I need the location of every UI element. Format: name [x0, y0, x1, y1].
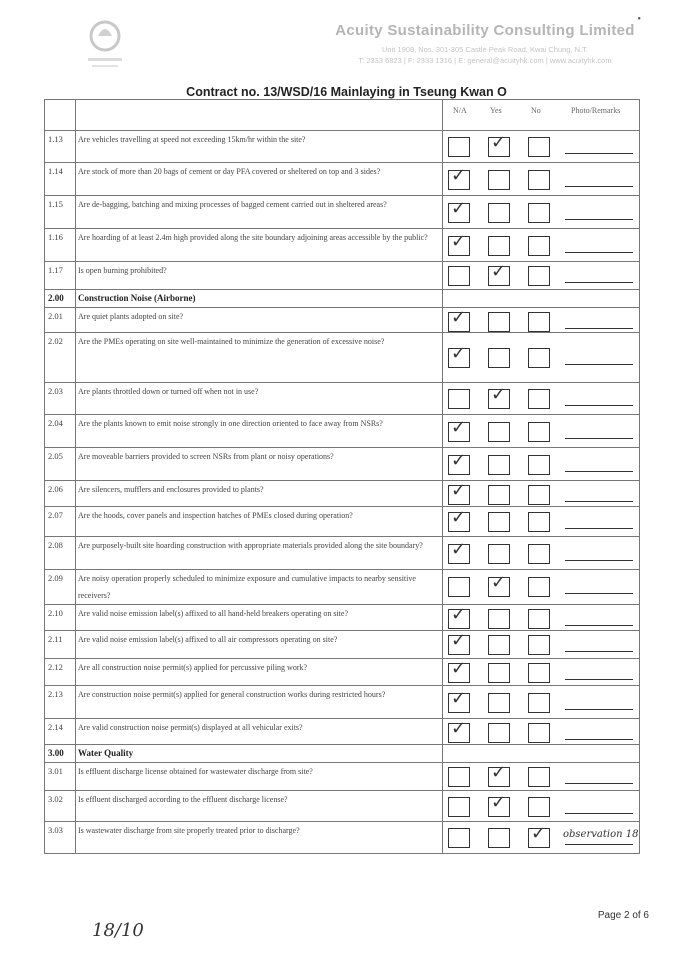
question-text: Is effluent discharge license obtained for wastewater discharge from site?	[76, 763, 443, 791]
checkbox-yes[interactable]	[488, 236, 510, 256]
table-row	[45, 686, 640, 719]
item-number: 2.12	[45, 659, 76, 686]
checkbox-yes[interactable]	[488, 792, 510, 817]
check-icon: ✓	[451, 450, 467, 471]
remarks-line	[565, 153, 633, 154]
checkbox-yes[interactable]	[488, 261, 510, 286]
question-text: Is open burning prohibited?	[76, 262, 443, 290]
checkbox-no[interactable]	[528, 609, 550, 629]
contact-line: T: 2333 6823 | F: 2333 1316 | E: general@acuityhk.com | www.acuityhk.com	[358, 56, 612, 65]
checkbox-yes[interactable]	[488, 723, 510, 743]
answer-cell	[443, 163, 640, 196]
check-icon: ✓	[451, 658, 467, 679]
item-number: 2.13	[45, 686, 76, 719]
item-number: 1.16	[45, 229, 76, 262]
checkbox-no[interactable]	[528, 544, 550, 564]
checkbox-na[interactable]	[448, 389, 470, 409]
table-row	[45, 719, 640, 745]
table-row	[45, 196, 640, 229]
checkbox-yes[interactable]	[488, 203, 510, 223]
checkbox-no[interactable]	[528, 693, 550, 713]
table-row	[45, 262, 640, 290]
table-row	[45, 481, 640, 507]
remarks-line	[565, 438, 633, 439]
checkbox-no[interactable]	[528, 348, 550, 368]
company-logo	[70, 10, 140, 76]
answer-cell	[443, 333, 640, 383]
checkbox-na[interactable]	[448, 480, 470, 505]
question-text: Are the hoods, cover panels and inspection hatches of PMEs closed during operation?	[76, 507, 443, 537]
company-address	[300, 44, 670, 66]
question-text: Are silencers, mufflers and enclosures provided to plants?	[76, 481, 443, 507]
check-icon: ✓	[451, 604, 467, 625]
checkbox-no[interactable]	[528, 635, 550, 655]
answer-cell	[443, 448, 640, 481]
check-icon: ✓	[451, 165, 467, 186]
checkbox-yes[interactable]	[488, 544, 510, 564]
checkbox-no[interactable]	[528, 266, 550, 286]
checkbox-na[interactable]	[448, 165, 470, 190]
answer-cell	[443, 745, 640, 763]
company-name: Acuity Sustainability Consulting Limited	[335, 22, 635, 39]
checkbox-no[interactable]	[528, 485, 550, 505]
answer-cell	[443, 229, 640, 262]
answer-cell	[443, 290, 640, 308]
answer-cell	[443, 659, 640, 686]
col-yes: Yes	[490, 106, 502, 115]
table-row	[45, 448, 640, 481]
table-row	[45, 570, 640, 605]
section-row	[45, 745, 640, 763]
remarks-line	[565, 471, 633, 472]
checkbox-na[interactable]	[448, 718, 470, 743]
checkbox-yes[interactable]	[488, 663, 510, 683]
item-number: 1.13	[45, 131, 76, 163]
item-number: 2.06	[45, 481, 76, 507]
answer-cell	[443, 262, 640, 290]
remarks-line	[565, 328, 633, 329]
table-row	[45, 631, 640, 659]
answer-cell	[443, 537, 640, 570]
checkbox-na[interactable]	[448, 688, 470, 713]
item-number: 2.08	[45, 537, 76, 570]
answer-cell	[443, 570, 640, 605]
check-icon: ✓	[491, 261, 507, 282]
section-title: Construction Noise (Airborne)	[76, 290, 443, 308]
check-icon: ✓	[451, 480, 467, 501]
item-number: 2.05	[45, 448, 76, 481]
address-line: Unit 1908, Nos. 301-305 Castle Peak Road, Kwai Chung, N.T.	[382, 45, 588, 54]
remarks-line	[565, 252, 633, 253]
checkbox-yes[interactable]	[488, 635, 510, 655]
item-number: 1.14	[45, 163, 76, 196]
question-text: Are de-bagging, batching and mixing processes of bagged cement carried out in sheltered areas?	[76, 196, 443, 229]
item-number: 2.03	[45, 383, 76, 415]
question-text: Are noisy operation properly scheduled to minimize exposure and cumulative impacts to nearby sensitive receivers?	[76, 570, 443, 605]
check-icon: ✓	[451, 307, 467, 328]
check-icon: ✓	[451, 630, 467, 651]
remarks-line	[565, 560, 633, 561]
check-icon: ✓	[451, 231, 467, 252]
check-icon: ✓	[491, 384, 507, 405]
section-title: Water Quality	[76, 745, 443, 763]
checkbox-yes[interactable]	[488, 312, 510, 332]
checkbox-yes[interactable]	[488, 455, 510, 475]
table-row	[45, 415, 640, 448]
table-row	[45, 507, 640, 537]
checkbox-yes[interactable]	[488, 693, 510, 713]
checkbox-no[interactable]	[528, 577, 550, 597]
answer-cell	[443, 131, 640, 163]
answer-cell	[443, 481, 640, 507]
question-text: Are the PMEs operating on site well-maintained to minimize the generation of excessive noise?	[76, 333, 443, 383]
header-num-cell	[45, 100, 76, 131]
col-na: N/A	[453, 106, 467, 115]
checkbox-yes[interactable]	[488, 572, 510, 597]
remarks-line	[565, 783, 633, 784]
checkbox-yes[interactable]	[488, 132, 510, 157]
checkbox-no[interactable]	[528, 137, 550, 157]
checkbox-na[interactable]	[448, 767, 470, 787]
handwritten-date: 18/10	[92, 920, 144, 941]
checkbox-no[interactable]	[528, 455, 550, 475]
header-answer-cell	[443, 100, 640, 131]
page-number: Page 2 of 6	[597, 910, 649, 921]
question-text: Are all construction noise permit(s) applied for percussive piling work?	[76, 659, 443, 686]
letterhead	[0, 0, 693, 80]
remarks-line	[565, 651, 633, 652]
checkbox-na[interactable]	[448, 137, 470, 157]
checkbox-na[interactable]	[448, 343, 470, 368]
checkbox-na[interactable]	[448, 797, 470, 817]
answer-cell	[443, 686, 640, 719]
remarks-line	[565, 364, 633, 365]
checkbox-na[interactable]	[448, 828, 470, 848]
answer-cell	[443, 196, 640, 229]
remarks-line	[565, 739, 633, 740]
item-number: 3.00	[45, 745, 76, 763]
checkbox-na[interactable]	[448, 266, 470, 286]
corner-mark: •	[637, 14, 641, 25]
remarks-line	[565, 844, 633, 845]
col-no: No	[531, 106, 541, 115]
table-row	[45, 822, 640, 854]
answer-cell	[443, 763, 640, 791]
question-text: Is effluent discharged according to the effluent discharge license?	[76, 791, 443, 822]
table-row	[45, 791, 640, 822]
question-text: Are vehicles travelling at speed not exceeding 15km/hr within the site?	[76, 131, 443, 163]
remarks-line	[565, 813, 633, 814]
answer-cell	[443, 507, 640, 537]
item-number: 3.02	[45, 791, 76, 822]
checkbox-na[interactable]	[448, 507, 470, 532]
item-number: 2.09	[45, 570, 76, 605]
checkbox-na[interactable]	[448, 658, 470, 683]
answer-cell	[443, 605, 640, 631]
checkbox-yes[interactable]	[488, 384, 510, 409]
question-text: Are moveable barriers provided to screen NSRs from plant or noisy operations?	[76, 448, 443, 481]
checkbox-na[interactable]	[448, 539, 470, 564]
checkbox-yes[interactable]	[488, 170, 510, 190]
contract-title: Contract no. 13/WSD/16 Mainlaying in Tseung Kwan O	[186, 85, 507, 99]
table-row	[45, 605, 640, 631]
checkbox-yes[interactable]	[488, 609, 510, 629]
item-number: 1.15	[45, 196, 76, 229]
question-text: Are quiet plants adopted on site?	[76, 308, 443, 333]
checkbox-na[interactable]	[448, 231, 470, 256]
question-text: Are purposely-built site hoarding construction with appropriate materials provided along the site boundary?	[76, 537, 443, 570]
checklist-table	[44, 99, 640, 854]
checkbox-na[interactable]	[448, 198, 470, 223]
table-row	[45, 131, 640, 163]
checkbox-no[interactable]	[528, 170, 550, 190]
checkbox-na[interactable]	[448, 577, 470, 597]
question-text: Are stock of more than 20 bags of cement or day PFA covered or sheltered on top and 3 sides?	[76, 163, 443, 196]
question-text: Are valid noise emission label(s) affixed to all air compressors operating on site?	[76, 631, 443, 659]
item-number: 2.04	[45, 415, 76, 448]
checkbox-na[interactable]	[448, 307, 470, 332]
question-text: Are construction noise permit(s) applied for general construction works during restricted hours?	[76, 686, 443, 719]
checkbox-na[interactable]	[448, 450, 470, 475]
checkbox-yes[interactable]	[488, 512, 510, 532]
question-text: Are valid construction noise permit(s) displayed at all vehicular exits?	[76, 719, 443, 745]
checkbox-no[interactable]	[528, 723, 550, 743]
checkbox-na[interactable]	[448, 630, 470, 655]
answer-cell	[443, 822, 640, 854]
table-row	[45, 383, 640, 415]
col-remarks: Photo/Remarks	[571, 106, 621, 115]
question-text: Are hoarding of at least 2.4m high provided along the site boundary adjoining areas accessible by the public?	[76, 229, 443, 262]
table-header-row	[45, 100, 640, 131]
checkbox-no[interactable]	[528, 389, 550, 409]
question-text: Are plants throttled down or turned off when not in use?	[76, 383, 443, 415]
answer-cell	[443, 631, 640, 659]
item-number: 2.01	[45, 308, 76, 333]
check-icon: ✓	[451, 688, 467, 709]
check-icon: ✓	[491, 572, 507, 593]
answer-cell	[443, 719, 640, 745]
item-number: 1.17	[45, 262, 76, 290]
checkbox-no[interactable]	[528, 512, 550, 532]
check-icon: ✓	[451, 539, 467, 560]
checkbox-na[interactable]	[448, 604, 470, 629]
check-icon: ✓	[531, 823, 547, 844]
checkbox-no[interactable]	[528, 797, 550, 817]
remarks-line	[565, 501, 633, 502]
remarks-line	[565, 186, 633, 187]
checkbox-no[interactable]	[528, 823, 550, 848]
check-icon: ✓	[451, 343, 467, 364]
item-number: 2.00	[45, 290, 76, 308]
item-number: 2.14	[45, 719, 76, 745]
checkbox-yes[interactable]	[488, 348, 510, 368]
check-icon: ✓	[451, 507, 467, 528]
table-row	[45, 308, 640, 333]
question-text: Are the plants known to emit noise strongly in one direction oriented to face away from NSRs?	[76, 415, 443, 448]
check-icon: ✓	[491, 792, 507, 813]
section-row	[45, 290, 640, 308]
check-icon: ✓	[491, 762, 507, 783]
remarks-line	[565, 625, 633, 626]
table-row	[45, 659, 640, 686]
remarks-line	[565, 219, 633, 220]
remarks-line	[565, 405, 633, 406]
remarks-line	[565, 679, 633, 680]
answer-cell	[443, 308, 640, 333]
checkbox-no[interactable]	[528, 236, 550, 256]
table-row	[45, 763, 640, 791]
check-icon: ✓	[491, 132, 507, 153]
remarks-line	[565, 528, 633, 529]
answer-cell	[443, 383, 640, 415]
checkbox-no[interactable]	[528, 203, 550, 223]
item-number: 3.01	[45, 763, 76, 791]
checkbox-yes[interactable]	[488, 762, 510, 787]
checkbox-na[interactable]	[448, 417, 470, 442]
question-text: Are valid noise emission label(s) affixed to all hand-held breakers operating on site?	[76, 605, 443, 631]
question-text: Is wastewater discharge from site properly treated prior to discharge?	[76, 822, 443, 854]
item-number: 2.07	[45, 507, 76, 537]
item-number: 2.02	[45, 333, 76, 383]
checkbox-no[interactable]	[528, 663, 550, 683]
answer-cell	[443, 791, 640, 822]
check-icon: ✓	[451, 198, 467, 219]
checkbox-yes[interactable]	[488, 828, 510, 848]
checkbox-yes[interactable]	[488, 485, 510, 505]
checkbox-no[interactable]	[528, 312, 550, 332]
remarks-line	[565, 593, 633, 594]
remarks-line	[565, 282, 633, 283]
table-row	[45, 537, 640, 570]
item-number: 3.03	[45, 822, 76, 854]
table-row	[45, 333, 640, 383]
header-question-cell	[76, 100, 443, 131]
checkbox-no[interactable]	[528, 767, 550, 787]
item-number: 2.11	[45, 631, 76, 659]
check-icon: ✓	[451, 417, 467, 438]
check-icon: ✓	[451, 718, 467, 739]
item-number: 2.10	[45, 605, 76, 631]
remark-text: observation 18	[563, 829, 639, 840]
remarks-line	[565, 709, 633, 710]
answer-cell	[443, 415, 640, 448]
table-row	[45, 163, 640, 196]
checkbox-yes[interactable]	[488, 422, 510, 442]
table-row	[45, 229, 640, 262]
checkbox-no[interactable]	[528, 422, 550, 442]
